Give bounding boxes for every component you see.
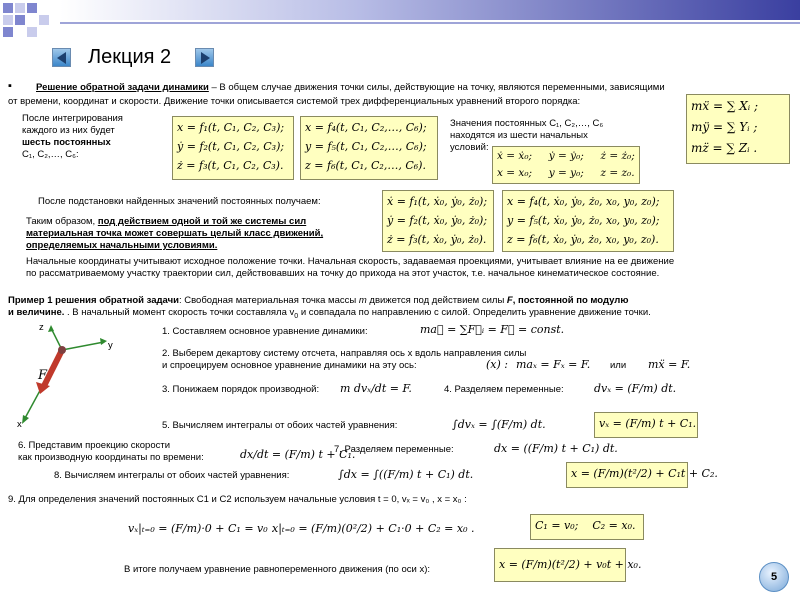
text: Таким образом, — [26, 216, 98, 227]
text-line: C₁, C₂,…, C₆: — [22, 149, 79, 160]
header-divider — [60, 22, 800, 24]
step-9-text: 9. Для определения значений постоянных С1 и С2 используем начальные условия t = 0, vₓ = v₀ , x = x₀ : — [8, 494, 467, 505]
page-number-badge: 5 — [759, 562, 789, 592]
step-8-text: 8. Вычисляем интегралы от обоих частей уравнения: — [54, 470, 290, 481]
arrow-right-icon — [201, 52, 210, 64]
equation: x = x₀; y = y₀; z = z₀. — [497, 167, 635, 179]
bullet-icon: ▪ — [8, 80, 12, 92]
z-axis-arrow — [48, 325, 54, 332]
step-6-text-line-1: 6. Представим проекцию скорости — [18, 440, 171, 451]
y-axis-arrow — [100, 338, 107, 345]
step-4-equation: dvₓ = (F/m) dt. — [594, 382, 677, 395]
class-of-motions-paragraph — [26, 216, 323, 252]
step-2-text-line-1: 2. Выберем декартову систему отсчета, направляя ось x вдоль направления силы — [162, 348, 527, 359]
text: : Свободная материальная точка массы — [178, 295, 359, 306]
equation: x = f₁(t, C₁, C₂, C₃); — [177, 121, 285, 134]
step-9-equation-2: x|ₜ₌₀ = (F/m)(0²/2) + C₁·0 + C₂ = x₀ . — [272, 522, 475, 535]
deco-square — [3, 15, 13, 25]
force-label: F — [38, 368, 48, 383]
example-statement-line-2: и величине. . В начальный момент скорость точки составляла $v_0$ и совпадала по направлению с силой. Определить уравнение движение точки. — [8, 307, 651, 320]
step-9-result-box: C₁ = v₀; C₂ = x₀. — [530, 514, 644, 540]
deco-square — [27, 27, 37, 37]
text-line: После интегрирования — [22, 113, 123, 124]
intro-line-2: от времени, координат и скорости. Движение точки описывается системой трех дифференциальных уравнений второго порядка: — [8, 96, 581, 107]
deco-square — [15, 3, 25, 13]
intro-text: – В общем случае движения точки силы, действующие на точку, являются переменными, зависящими — [208, 82, 665, 93]
final-equation-box: x = (F/m)(t²/2) + v₀t + x₀. — [494, 548, 626, 582]
equation: x = f₄(t, C₁, C₂,…, C₆); — [305, 121, 427, 134]
equation: z = f₆(t, C₁, C₂,…, C₆). — [305, 159, 426, 172]
text: и совпадала по направлению с силой. Определить уравнение движение точки. — [298, 307, 651, 318]
substitution-equations-position — [502, 190, 674, 252]
deco-square — [27, 3, 37, 13]
equation: ż = f₃(t, C₁, C₂, C₃). — [177, 159, 284, 172]
step-2-equation-2: mẍ = F. — [648, 358, 691, 371]
equation: ẏ = f₂(t, C₁, C₂, C₃); — [177, 140, 285, 153]
text-line: каждого из них будет — [22, 125, 115, 136]
intro-heading: Решение обратной задачи динамики — [36, 82, 209, 93]
text-line: по рассматриваемому участку траектории сил, действовавших на точку до прихода на этот участок, т.е. начальное кинематическое состояние. — [26, 268, 660, 279]
step-1-text: 1. Составляем основное уравнение динамики: — [162, 326, 368, 337]
text-line: Начальные координаты учитывают исходное положение точки. Начальная скорость, задаваемая проекциями, учитывает влияние на ее движение — [26, 256, 675, 267]
material-point — [58, 346, 66, 354]
example-title: Пример 1 решения обратной задачи — [8, 295, 179, 306]
text-emphasis: под действием одной и той же системы сил — [97, 216, 307, 227]
y-axis-line — [62, 342, 104, 350]
coordinate-axes-figure — [14, 320, 134, 432]
integration-equations-velocity — [172, 116, 294, 180]
step-1-equation: ma⃗ = ∑F⃗ᵢ = F⃗ = const. — [420, 323, 565, 336]
equation: mẍ = ∑ Xᵢ ; — [691, 99, 759, 113]
text-line: условий: — [450, 142, 489, 153]
step-7-equation: dx = ((F/m) t + C₁) dt. — [494, 442, 618, 455]
arrow-left-icon — [57, 52, 66, 64]
page-title: Лекция 2 — [88, 46, 172, 68]
step-8-result-box: x = (F/m)(t²/2) + C₁t + C₂. — [566, 462, 688, 488]
equation: x = f₄(t, ẋ₀, ẏ₀, ż₀, x₀, y₀, z₀); — [507, 195, 660, 208]
prev-slide-button[interactable] — [52, 48, 71, 67]
deco-square — [3, 27, 13, 37]
final-label: В итоге получаем уравнение равнопеременного движения (по оси x): — [124, 564, 430, 575]
step-5-equation: ∫dvₓ = ∫(F/m) dt. — [452, 418, 546, 431]
step-7-text: 7. Разделяем переменные: — [334, 444, 454, 455]
step-2-text-line-2: и спроецируем основное уравнение динамики на эту ось: — [162, 360, 417, 371]
x-axis-arrow — [22, 415, 29, 424]
step-8-equation: ∫dx = ∫((F/m) t + C₁) dt. — [338, 468, 474, 481]
symbol: m — [358, 295, 367, 306]
equation: ẋ = f₁(t, ẋ₀, ẏ₀, ż₀); — [387, 195, 488, 208]
step-3-equation: m dvₓ/dt = F. — [340, 382, 412, 395]
equation: ẏ = f₂(t, ẋ₀, ẏ₀, ż₀); — [387, 214, 488, 227]
y-axis-label: y — [108, 340, 113, 351]
deco-square — [15, 15, 25, 25]
text-emphasis: определяемых начальными условиями. — [26, 240, 218, 251]
substitution-equations-velocity — [382, 190, 494, 252]
equation: y = f₅(t, ẋ₀, ẏ₀, ż₀, x₀, y₀, z₀); — [507, 214, 660, 227]
step-5-text: 5. Вычисляем интегралы от обоих частей уравнения: — [162, 420, 398, 431]
equation: z = f₆(t, ẋ₀, ẏ₀, ż₀, x₀, y₀, z₀). — [507, 233, 659, 246]
symbol: F — [506, 295, 513, 306]
header-gradient-bar — [60, 0, 800, 20]
deco-square — [39, 15, 49, 25]
step-2-axis: (x) : — [486, 358, 508, 371]
step-9-equation-1: vₓ|ₜ₌₀ = (F/m)·0 + C₁ = v₀ . — [128, 522, 275, 535]
equation: ẋ = ẋ₀; ẏ = ẏ₀; ż = ż₀; — [497, 150, 635, 162]
text-line: Значения постоянных C₁, C₂,…, C₆ — [450, 118, 604, 129]
substitution-label: После подстановки найденных значений постоянных получаем: — [38, 196, 321, 207]
z-axis-label: z — [39, 322, 44, 333]
example-statement-line-1 — [8, 295, 628, 307]
text: . В начальный момент скорость точки составляла v — [64, 307, 295, 318]
equation: mÿ = ∑ Yᵢ ; — [691, 120, 758, 134]
initial-conditions-box — [492, 146, 640, 184]
step-4-text: 4. Разделяем переменные: — [444, 384, 564, 395]
step-6-text-line-2: как производную координаты по времени: — [18, 452, 204, 463]
equation: mz̈ = ∑ Zᵢ . — [691, 141, 758, 155]
equation: y = f₅(t, C₁, C₂,…, C₆); — [305, 140, 427, 153]
text-line: находятся из шести начальных — [450, 130, 588, 141]
text: , постоянной по модулю — [512, 295, 629, 306]
deco-square — [3, 3, 13, 13]
text: движется под действием силы — [366, 295, 507, 306]
text-line: шесть постоянных — [22, 137, 111, 148]
step-6-equation: dx/dt = (F/m) t + C₁. — [240, 448, 356, 461]
integration-label — [22, 113, 123, 161]
newton-equations-box — [686, 94, 790, 164]
step-2-or: или — [610, 360, 627, 371]
integration-equations-position — [300, 116, 438, 180]
intro-line-1 — [36, 82, 665, 94]
step-2-equation-1: maₓ = Fₓ = F. — [516, 358, 591, 371]
text: и величине. — [8, 307, 65, 318]
initial-conditions-paragraph — [26, 256, 674, 280]
step-5-result-box: vₓ = (F/m) t + C₁. — [594, 412, 698, 438]
x-axis-label: x — [17, 419, 22, 430]
step-3-text: 3. Понижаем порядок производной: — [162, 384, 320, 395]
text-emphasis: материальная точка может совершать целый класс движений, — [26, 228, 324, 239]
equation: ż = f₃(t, ẋ₀, ẏ₀, ż₀). — [387, 233, 487, 246]
next-slide-button[interactable] — [195, 48, 214, 67]
